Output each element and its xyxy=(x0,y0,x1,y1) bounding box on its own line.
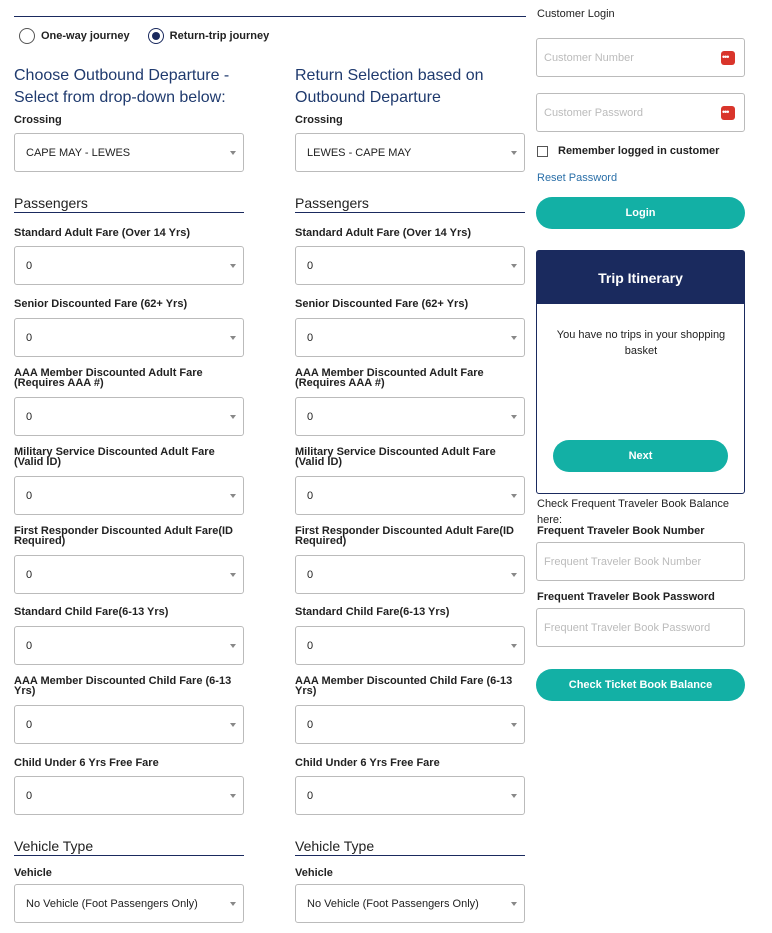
chevron-down-icon xyxy=(230,794,236,798)
ftb-password-label: Frequent Traveler Book Password xyxy=(537,591,715,603)
vehicle-value: No Vehicle (Foot Passengers Only) xyxy=(307,897,479,910)
trip-itinerary-panel xyxy=(536,250,745,494)
return-vehicle-heading: Vehicle Type xyxy=(295,838,525,856)
remember-label[interactable]: Remember logged in customer xyxy=(558,145,720,157)
return-crossing-label: Crossing xyxy=(295,114,343,126)
return-fare-select[interactable] xyxy=(295,397,525,436)
customer-login-title: Customer Login xyxy=(537,8,615,20)
return-fare-label: Child Under 6 Yrs Free Fare xyxy=(295,757,440,769)
outbound-fare-label: AAA Member Discounted Adult Fare (Requires AAA #) xyxy=(14,367,203,389)
chevron-down-icon xyxy=(230,264,236,268)
empty-basket-message: You have no trips in your shopping basket xyxy=(556,329,726,357)
fare-value: 0 xyxy=(307,639,314,652)
return-fare-select[interactable] xyxy=(295,246,525,285)
chevron-down-icon xyxy=(511,794,517,798)
chevron-down-icon xyxy=(230,415,236,419)
chevron-down-icon xyxy=(230,494,236,498)
journey-type-selector xyxy=(19,27,287,45)
outbound-crossing-value: CAPE MAY - LEWES xyxy=(26,146,131,159)
chevron-down-icon xyxy=(511,151,517,155)
outbound-crossing-select[interactable] xyxy=(14,133,244,172)
ftb-number-input[interactable] xyxy=(536,542,745,581)
one-way-label[interactable]: One-way journey xyxy=(41,30,130,42)
fare-value: 0 xyxy=(26,718,33,731)
outbound-vehicle-select[interactable] xyxy=(14,884,244,923)
return-heading: Return Selection based on Outbound Departure xyxy=(295,67,484,106)
customer-number-input[interactable] xyxy=(536,38,745,77)
return-fare-select[interactable] xyxy=(295,626,525,665)
return-fare-select[interactable] xyxy=(295,705,525,744)
one-way-radio[interactable] xyxy=(19,28,35,44)
outbound-fare-label: Standard Child Fare(6-13 Yrs) xyxy=(14,606,169,618)
reset-password-link[interactable]: Reset Password xyxy=(537,172,618,184)
next-button[interactable]: Next xyxy=(553,440,728,472)
chevron-down-icon xyxy=(230,573,236,577)
fare-value: 0 xyxy=(26,489,33,502)
outbound-fare-select[interactable] xyxy=(14,318,244,357)
chevron-down-icon xyxy=(511,902,517,906)
fare-value: 0 xyxy=(307,331,314,344)
outbound-fare-select[interactable] xyxy=(14,705,244,744)
ftb-password-input[interactable] xyxy=(536,608,745,647)
check-balance-button[interactable]: Check Ticket Book Balance xyxy=(536,669,745,701)
fare-value: 0 xyxy=(26,259,33,272)
return-fare-select[interactable] xyxy=(295,318,525,357)
outbound-fare-select[interactable] xyxy=(14,246,244,285)
fare-value: 0 xyxy=(307,410,314,423)
return-trip-label[interactable]: Return-trip journey xyxy=(169,30,270,42)
fare-value: 0 xyxy=(307,568,314,581)
ftb-password-placeholder: Frequent Traveler Book Password xyxy=(544,621,711,634)
top-divider xyxy=(14,16,526,17)
return-fare-select[interactable] xyxy=(295,555,525,594)
fare-value: 0 xyxy=(307,718,314,731)
fare-value: 0 xyxy=(26,331,33,344)
customer-password-input[interactable] xyxy=(536,93,745,132)
ftb-number-label: Frequent Traveler Book Number xyxy=(537,525,705,537)
fare-value: 0 xyxy=(26,789,33,802)
chevron-down-icon xyxy=(230,723,236,727)
outbound-fare-label: AAA Member Discounted Child Fare (6-13 Yrs) xyxy=(14,675,232,697)
outbound-fare-select[interactable] xyxy=(14,626,244,665)
password-manager-icon[interactable] xyxy=(721,106,735,120)
fare-value: 0 xyxy=(307,789,314,802)
chevron-down-icon xyxy=(230,151,236,155)
return-fare-label: First Responder Discounted Adult Fare(ID Required) xyxy=(295,525,515,547)
return-crossing-value: LEWES - CAPE MAY xyxy=(307,146,412,159)
outbound-fare-select[interactable] xyxy=(14,776,244,815)
chevron-down-icon xyxy=(230,644,236,648)
outbound-fare-label: Standard Adult Fare (Over 14 Yrs) xyxy=(14,227,191,239)
customer-number-placeholder: Customer Number xyxy=(544,51,634,64)
outbound-heading: Choose Outbound Departure - Select from drop-down below: xyxy=(14,67,230,106)
password-manager-icon[interactable] xyxy=(721,51,735,65)
return-fare-label: AAA Member Discounted Child Fare (6-13 Yrs) xyxy=(295,675,513,697)
return-fare-label: Senior Discounted Fare (62+ Yrs) xyxy=(295,298,469,310)
return-fare-label: AAA Member Discounted Adult Fare (Requires AAA #) xyxy=(295,367,484,389)
chevron-down-icon xyxy=(511,723,517,727)
return-fare-select[interactable] xyxy=(295,776,525,815)
chevron-down-icon xyxy=(230,902,236,906)
outbound-fare-label: Military Service Discounted Adult Fare (Valid ID) xyxy=(14,446,215,468)
return-vehicle-label: Vehicle xyxy=(295,867,333,879)
return-crossing-select[interactable] xyxy=(295,133,525,172)
return-fare-label: Standard Child Fare(6-13 Yrs) xyxy=(295,606,450,618)
return-fare-label: Military Service Discounted Adult Fare (Valid ID) xyxy=(295,446,496,468)
trip-itinerary-title: Trip Itinerary xyxy=(537,251,744,304)
return-passengers-heading: Passengers xyxy=(295,195,525,213)
outbound-passengers-heading: Passengers xyxy=(14,195,244,213)
customer-password-placeholder: Customer Password xyxy=(544,106,644,119)
chevron-down-icon xyxy=(511,494,517,498)
fare-value: 0 xyxy=(26,410,33,423)
outbound-fare-label: Child Under 6 Yrs Free Fare xyxy=(14,757,159,769)
ftb-intro: Check Frequent Traveler Book Balance here: xyxy=(537,498,729,526)
chevron-down-icon xyxy=(511,336,517,340)
remember-checkbox[interactable] xyxy=(537,146,548,157)
outbound-vehicle-label: Vehicle xyxy=(14,867,52,879)
outbound-crossing-label: Crossing xyxy=(14,114,62,126)
outbound-fare-label: First Responder Discounted Adult Fare(ID Required) xyxy=(14,525,234,547)
return-vehicle-select[interactable] xyxy=(295,884,525,923)
outbound-fare-select[interactable] xyxy=(14,555,244,594)
outbound-vehicle-heading: Vehicle Type xyxy=(14,838,244,856)
fare-value: 0 xyxy=(26,639,33,652)
outbound-fare-select[interactable] xyxy=(14,397,244,436)
fare-value: 0 xyxy=(307,259,314,272)
outbound-fare-select[interactable] xyxy=(14,476,244,515)
chevron-down-icon xyxy=(230,336,236,340)
return-fare-label: Standard Adult Fare (Over 14 Yrs) xyxy=(295,227,472,239)
chevron-down-icon xyxy=(511,644,517,648)
ftb-number-placeholder: Frequent Traveler Book Number xyxy=(544,555,702,568)
return-trip-radio[interactable] xyxy=(148,28,164,44)
chevron-down-icon xyxy=(511,415,517,419)
fare-value: 0 xyxy=(307,489,314,502)
chevron-down-icon xyxy=(511,573,517,577)
chevron-down-icon xyxy=(511,264,517,268)
fare-value: 0 xyxy=(26,568,33,581)
vehicle-value: No Vehicle (Foot Passengers Only) xyxy=(26,897,198,910)
outbound-fare-label: Senior Discounted Fare (62+ Yrs) xyxy=(14,298,188,310)
return-fare-select[interactable] xyxy=(295,476,525,515)
login-button[interactable]: Login xyxy=(536,197,745,229)
